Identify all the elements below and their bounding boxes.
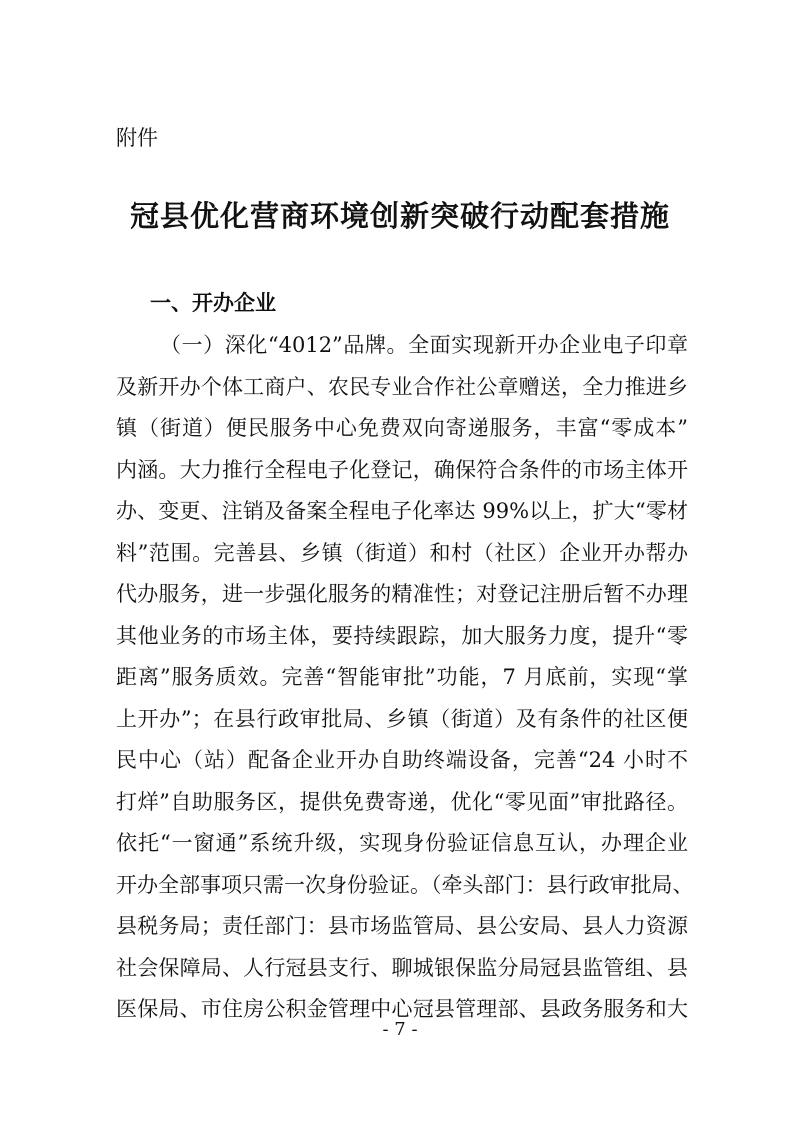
paragraph-line-14: 开办全部事项只需一次身份验证。（牵头部门：县行政审批局、 — [116, 872, 694, 897]
paragraph-line-10: 上开办”；在县行政审批局、乡镇（街道）及有条件的社区便 — [116, 706, 688, 731]
paragraph-line-11: 民中心（站）配备企业开办自助终端设备，完善“24 小时不 — [116, 748, 688, 772]
page-number: - 7 - — [382, 1019, 418, 1040]
paragraph-line-2: 及新开办个体工商户、农民专业合作社公章赠送，全力推进乡 — [116, 374, 688, 399]
document-title: 冠县优化营商环境创新突破行动配套措施 — [129, 199, 670, 233]
attachment-label: 附件 — [116, 126, 158, 150]
paragraph-line-4: 内涵。大力推行全程电子化登记，确保符合条件的市场主体开 — [116, 457, 688, 482]
paragraph-line-3: 镇（街道）便民服务中心免费双向寄递服务，丰富“零成本” — [116, 416, 688, 440]
paragraph-line-6: 料”范围。完善县、乡镇（街道）和村（社区）企业开办帮办 — [116, 540, 688, 565]
paragraph-line-16: 社会保障局、人行冠县支行、聊城银保监分局冠县监管组、县 — [116, 955, 688, 980]
section-heading: 一、开办企业 — [150, 291, 276, 315]
paragraph-line-12: 打烊”自助服务区，提供免费寄递，优化“零见面”审批路径。 — [116, 789, 688, 814]
paragraph-line-5: 办、变更、注销及备案全程电子化率达 99%以上，扩大“零材 — [116, 499, 688, 523]
paragraph-line-8: 其他业务的市场主体，要持续跟踪，加大服务力度，提升“零 — [116, 623, 688, 648]
paragraph-line-15: 县税务局；责任部门：县市场监管局、县公安局、县人力资源 — [116, 914, 688, 938]
paragraph-line-1: （一）深化“4012”品牌。全面实现新开办企业电子印章 — [160, 333, 688, 357]
body-paragraph — [116, 325, 694, 1031]
paragraph-line-7: 代办服务，进一步强化服务的精准性；对登记注册后暂不办理 — [116, 582, 688, 606]
paragraph-line-13: 依托“一窗通”系统升级，实现身份验证信息互认，办理企业 — [116, 831, 688, 855]
paragraph-line-17: 医保局、市住房公积金管理中心冠县管理部、县政务服务和大 — [116, 997, 688, 1021]
paragraph-line-9: 距离”服务质效。完善“智能审批”功能，7 月底前，实现“掌 — [116, 665, 688, 689]
